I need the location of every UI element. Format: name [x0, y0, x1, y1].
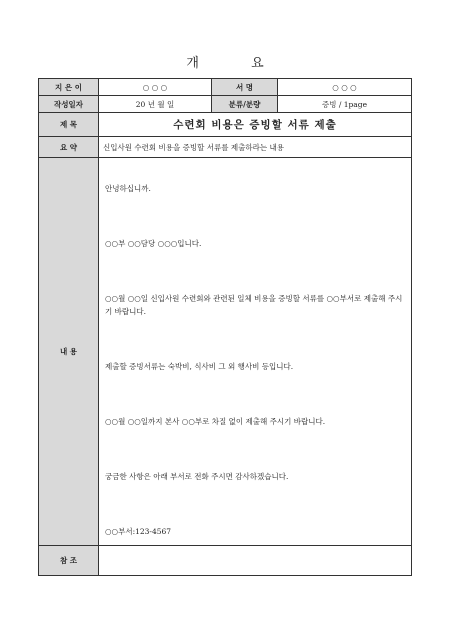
content-paragraph: ○○부 ○○담당 ○○○입니다. [105, 239, 202, 248]
content-paragraph: ○○월 ○○일까지 본사 ○○부로 차질 없이 제출해 주시기 바랍니다. [105, 417, 326, 426]
subject-label: 제 목 [39, 113, 99, 137]
content-paragraph: ○○부서:123-4567 [105, 527, 172, 536]
category-label: 분류/분량 [212, 96, 278, 113]
summary-value[interactable]: 신입사원 수련회 비용을 증빙할 서류를 제출하라는 내용 [99, 137, 412, 158]
subject-row [39, 113, 412, 137]
content-paragraph: ○○월 ○○일 신입사원 수련회와 관련된 일체 비용을 증빙할 서류를 ○○부서로 제출해 주시기 바랍니다. [105, 294, 403, 316]
author-value[interactable]: ○ ○ ○ [99, 79, 212, 96]
content-paragraph: 궁금한 사항은 아래 부서로 전화 주시면 감사하겠습니다. [105, 472, 289, 481]
signature-label: 서 명 [212, 79, 278, 96]
date-row [39, 96, 412, 113]
date-value[interactable]: 20 년 월 일 [99, 96, 212, 113]
content-row [39, 158, 412, 546]
content-label: 내 용 [39, 158, 99, 546]
summary-label: 요 약 [39, 137, 99, 158]
reference-label: 참 조 [39, 546, 99, 576]
author-label: 지 은 이 [39, 79, 99, 96]
reference-row [39, 546, 412, 576]
content-body[interactable] [99, 158, 412, 546]
category-value[interactable]: 증빙 / 1page [278, 96, 412, 113]
author-row [39, 79, 412, 96]
date-label: 작성일자 [39, 96, 99, 113]
document-title: 개 요 [186, 56, 288, 71]
summary-row [39, 137, 412, 158]
summary-form-table [38, 78, 412, 576]
content-paragraph: 안녕하십니까. [105, 184, 151, 193]
signature-value[interactable]: ○ ○ ○ [278, 79, 412, 96]
subject-value[interactable]: 수련회 비용은 증빙할 서류 제출 [99, 113, 412, 137]
reference-value[interactable] [99, 546, 412, 576]
content-paragraph: 제출할 증빙서류는 숙박비, 식사비 그 외 행사비 등입니다. [105, 362, 294, 371]
